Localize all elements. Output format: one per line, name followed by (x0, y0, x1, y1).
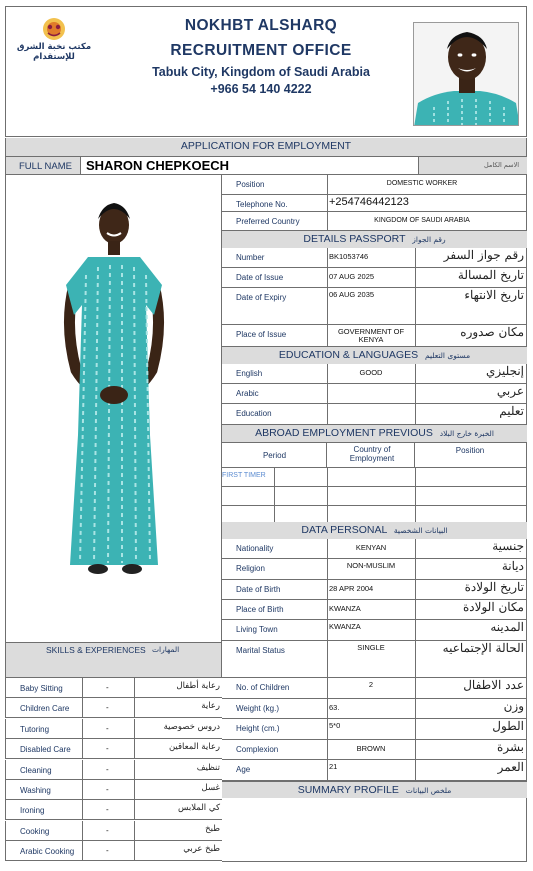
skill-row (5, 841, 222, 861)
education-label: English (236, 369, 263, 378)
personal-value: KENYAN (355, 543, 387, 552)
education-title: EDUCATION & LANGUAGES (278, 349, 419, 361)
personal-arabic-label: الحالة الإجتماعيه (442, 641, 524, 655)
summary-title-arabic: ملخص البيانات (405, 786, 452, 795)
passport-value: 07 AUG 2025 (329, 272, 375, 281)
passport-arabic-label: تاريخ الانتهاء (464, 288, 524, 302)
portrait-photo (413, 22, 519, 126)
personal-row (222, 678, 527, 699)
personal-value: SINGLE (357, 643, 385, 652)
education-arabic-label: عربي (496, 384, 524, 398)
education-label: Education (236, 409, 272, 418)
personal-label: No. of Children (236, 683, 290, 692)
personal-label: Marital Status (236, 646, 285, 655)
personal-label: Nationality (236, 544, 274, 553)
skill-label: Tutoring (20, 725, 50, 734)
personal-label: Weight (kg.) (236, 704, 279, 713)
passport-value: GOVERNMENT OF KENYA (337, 327, 405, 344)
abroad-col-period: Period (262, 451, 287, 460)
abroad-title-arabic: الخبرة خارج البلاد (439, 429, 494, 438)
office-logo (12, 15, 96, 65)
education-title-arabic: مستوى التعليم (425, 351, 471, 360)
education-row (222, 384, 527, 404)
skill-row (5, 821, 222, 841)
fullbody-photo (58, 195, 170, 577)
personal-label: Religion (236, 564, 265, 573)
skill-arabic-label: رعاية (201, 701, 220, 711)
office-city: Tabuk City, Kingdom of Saudi Arabia (152, 65, 370, 79)
office-subtitle: RECRUITMENT OFFICE (170, 42, 352, 59)
summary-bar (222, 781, 527, 798)
personal-row (222, 600, 527, 620)
personal-label: Place of Birth (236, 605, 284, 614)
summary-title: SUMMARY PROFILE (297, 784, 399, 796)
skill-label: Ironing (20, 806, 45, 815)
personal-row (222, 580, 527, 600)
passport-label: Number (236, 253, 265, 262)
skill-label: Arabic Cooking (20, 847, 75, 856)
skills-title-arabic: المهارات (152, 645, 180, 654)
skill-row (5, 780, 222, 800)
personal-label: Height (cm.) (236, 724, 280, 733)
passport-value: 06 AUG 2035 (329, 290, 375, 299)
abroad-col-country: Country of Employment (349, 445, 395, 463)
skill-label: Baby Sitting (20, 684, 63, 693)
passport-row (222, 288, 527, 325)
passport-title-arabic: رقم الجواز (412, 235, 446, 244)
personal-row (222, 620, 527, 641)
skill-arabic-label: غسل (201, 783, 220, 793)
personal-value: 21 (329, 762, 338, 771)
top-info-row (222, 175, 527, 195)
skill-arabic-label: رعاية أطفال (176, 681, 220, 691)
application-title: APPLICATION FOR EMPLOYMENT (180, 140, 352, 152)
skill-row (5, 678, 222, 698)
passport-label: Place of Issue (236, 330, 287, 339)
skill-arabic-label: تنظيف (196, 763, 220, 773)
passport-bar (222, 231, 527, 248)
personal-label: Date of Birth (236, 585, 281, 594)
personal-title-arabic: البيانات الشخصية (393, 526, 448, 535)
application-title-bar (5, 138, 527, 156)
full-name-row (5, 156, 527, 175)
passport-arabic-label: رقم جواز السفر (443, 248, 524, 262)
passport-label: Date of Expiry (236, 293, 287, 302)
skill-value: - (106, 703, 109, 712)
skill-arabic-label: كي الملابس (178, 803, 220, 813)
skill-row (5, 800, 222, 820)
personal-value: 5*0 (329, 721, 341, 730)
skill-value: - (106, 744, 109, 753)
personal-row (222, 760, 527, 781)
abroad-col-position: Position (455, 446, 485, 455)
skill-row (5, 698, 222, 718)
passport-arabic-label: مكان صدوره (460, 325, 524, 339)
personal-label: Living Town (236, 625, 278, 634)
personal-value: BROWN (356, 744, 386, 753)
personal-arabic-label: بشرة (497, 740, 524, 754)
skill-arabic-label: طبخ عربي (183, 844, 220, 854)
top-info-row (222, 195, 527, 212)
office-name: NOKHBT ALSHARQ (184, 17, 338, 34)
personal-row (222, 559, 527, 580)
skill-value: - (106, 826, 109, 835)
education-row (222, 404, 527, 425)
education-bar (222, 347, 527, 364)
full-name-arabic: الاسم الكامل (484, 161, 520, 169)
skills-title: SKILLS & EXPERIENCES (46, 645, 146, 655)
personal-arabic-label: مكان الولادة (462, 600, 524, 614)
passport-row (222, 268, 527, 288)
first-timer-note: FIRST TIMER (222, 472, 266, 479)
office-phone: +966 54 140 4222 (210, 82, 312, 96)
education-label: Arabic (236, 389, 259, 398)
skills-bar (5, 642, 222, 678)
skill-value: - (106, 785, 109, 794)
skill-label: Washing (20, 786, 51, 795)
personal-arabic-label: العمر (497, 760, 524, 774)
personal-value: 63. (329, 703, 340, 712)
personal-row (222, 719, 527, 740)
abroad-title: ABROAD EMPLOYMENT PREVIOUS (255, 427, 433, 439)
full-name-label: FULL NAME (19, 161, 72, 172)
skill-label: Cooking (20, 827, 50, 836)
education-value: GOOD (359, 368, 383, 377)
skill-arabic-label: دروس خصوصية (163, 722, 220, 732)
personal-bar (222, 522, 527, 539)
skill-arabic-label: رعاية المعاقين (168, 742, 220, 752)
skill-row (5, 719, 222, 739)
skill-value: - (106, 724, 109, 733)
abroad-table (222, 442, 527, 522)
personal-label: Complexion (236, 745, 279, 754)
personal-row (222, 539, 527, 559)
personal-arabic-label: المدينه (490, 620, 524, 634)
passport-label: Date of Issue (236, 273, 284, 282)
top-info-value: KINGDOM OF SAUDI ARABIA (374, 217, 470, 224)
education-arabic-label: تعليم (499, 404, 524, 418)
education-arabic-label: إنجليزي (485, 364, 524, 378)
skill-row (5, 760, 222, 780)
personal-arabic-label: الطول (492, 719, 524, 733)
top-info-label: Position (236, 180, 265, 189)
personal-label: Age (236, 765, 251, 774)
top-info-row (222, 212, 527, 231)
personal-arabic-label: تاريخ الولادة (464, 580, 524, 594)
education-row (222, 364, 527, 384)
personal-row (222, 699, 527, 719)
personal-arabic-label: وزن (503, 699, 524, 713)
personal-value: 28 APR 2004 (329, 584, 374, 593)
skill-arabic-label: طبخ (205, 824, 220, 834)
passport-title: DETAILS PASSPORT (303, 233, 406, 245)
skill-label: Disabled Care (20, 745, 71, 754)
personal-value: KWANZA (329, 622, 361, 631)
summary-body (222, 798, 527, 862)
full-name-value: SHARON CHEPKOECH (86, 158, 230, 173)
passport-arabic-label: تاريخ المسالة (457, 268, 524, 282)
passport-row (222, 325, 527, 347)
personal-row (222, 641, 527, 678)
personal-arabic-label: جنسية (492, 539, 524, 553)
passport-row (222, 248, 527, 268)
logo-arabic-text: مكتب نخبة الشرق للإستقدام (16, 42, 92, 62)
top-info-label: Preferred Country (236, 217, 300, 226)
personal-title: DATA PERSONAL (301, 524, 387, 536)
top-info-value: +254746442123 (329, 196, 409, 208)
personal-value: 2 (368, 680, 374, 689)
top-info-label: Telephone No. (236, 200, 288, 209)
personal-arabic-label: ديانة (501, 559, 524, 573)
abroad-bar (222, 425, 527, 442)
skill-value: - (106, 765, 109, 774)
personal-arabic-label: عدد الاطفال (463, 678, 524, 692)
personal-value: KWANZA (329, 604, 361, 613)
skill-label: Cleaning (20, 766, 52, 775)
skill-value: - (106, 805, 109, 814)
passport-value: BK1053746 (329, 252, 369, 261)
top-info-value: DOMESTIC WORKER (386, 180, 458, 187)
skill-label: Children Care (20, 704, 70, 713)
skill-value: - (106, 683, 109, 692)
skill-value: - (106, 846, 109, 855)
skill-row (5, 739, 222, 759)
personal-row (222, 740, 527, 760)
personal-value: NON-MUSLIM (346, 561, 396, 570)
